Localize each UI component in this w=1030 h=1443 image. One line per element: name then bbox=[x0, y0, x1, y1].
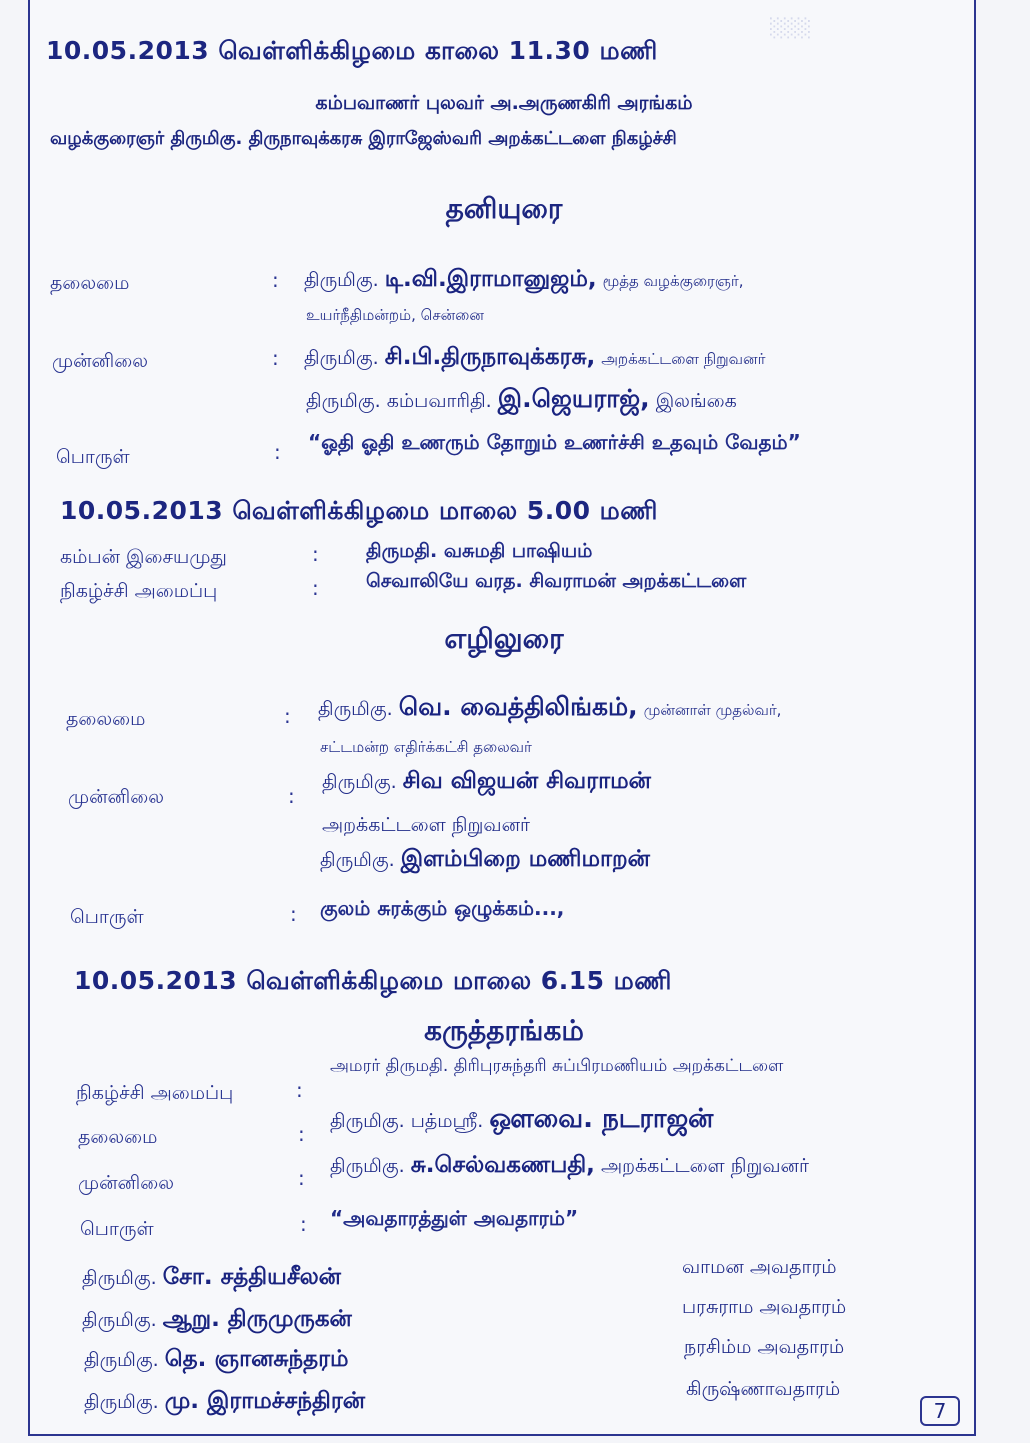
session1-chair bbox=[304, 266, 744, 295]
session3-presence-label: முன்னிலை bbox=[78, 1172, 175, 1194]
session1-presence-label: முன்னிலை bbox=[52, 350, 149, 372]
session2-org-label: நிகழ்ச்சி அமைப்பு bbox=[60, 580, 218, 602]
session3-chair-label: தலைமை bbox=[78, 1126, 158, 1148]
speaker-name: ஆறு. திருமுருகன் bbox=[162, 1306, 352, 1332]
speaker-topic: பரசுராம அவதாரம் bbox=[682, 1296, 847, 1318]
colon: : bbox=[298, 1166, 305, 1190]
presence2-role: இலங்கை bbox=[655, 390, 737, 412]
speaker-name: மு. இராமச்சந்திரன் bbox=[164, 1388, 366, 1414]
session3-org-label: நிகழ்ச்சி அமைப்பு bbox=[76, 1082, 234, 1104]
presence1-role: அறக்கட்டளை நிறுவனர் bbox=[601, 350, 766, 368]
colon: : bbox=[290, 902, 297, 926]
speaker-topic: நரசிம்ம அவதாரம் bbox=[684, 1336, 845, 1358]
presence2-name: இ.ஜெயராஜ், bbox=[497, 384, 650, 413]
session3-presence bbox=[330, 1152, 809, 1181]
chair-name: டி.வி.இராமானுஜம், bbox=[384, 266, 597, 292]
speaker-prefix: திருமிகு. bbox=[84, 1349, 159, 1371]
presence-name: சு.செல்வகணபதி, bbox=[410, 1152, 595, 1178]
speaker-row bbox=[84, 1346, 349, 1375]
speaker-name: சோ. சத்தியசீலன் bbox=[162, 1264, 341, 1290]
session3-topic: “அவதாரத்துள் அவதாரம்” bbox=[330, 1206, 579, 1230]
session2-chair-role2: சட்டமன்ற எதிர்க்கட்சி தலைவர் bbox=[320, 738, 532, 756]
speaker-prefix: திருமிகு. bbox=[82, 1309, 157, 1331]
session3-datetime: 10.05.2013 வெள்ளிக்கிழமை மாலை 6.15 மணி bbox=[74, 966, 672, 995]
speaker-prefix: திருமிகு. bbox=[82, 1267, 157, 1289]
session1-topic-label: பொருள் bbox=[56, 446, 130, 468]
speaker-row bbox=[84, 1388, 365, 1417]
session2-presence-label: முன்னிலை bbox=[68, 786, 165, 808]
colon: : bbox=[272, 268, 279, 292]
session1-topic: “ஓதி ஓதி உணரும் தோறும் உணர்ச்சி உதவும் வேதம்” bbox=[308, 430, 801, 454]
presence2-prefix: திருமிகு. bbox=[320, 849, 395, 871]
page-number: 7 bbox=[920, 1396, 960, 1426]
presence1-name: சி.பி.திருநாவுக்கரசு, bbox=[384, 344, 596, 370]
chair-role: மூத்த வழக்குரைஞர், bbox=[602, 272, 744, 290]
session1-chair-label: தலைமை bbox=[50, 272, 130, 294]
session1-chair-role2: உயர்நீதிமன்றம், சென்னை bbox=[306, 306, 484, 324]
session1-title: தனியுரை bbox=[445, 192, 563, 225]
session2-datetime: 10.05.2013 வெள்ளிக்கிழமை மாலை 5.00 மணி bbox=[60, 496, 658, 525]
session2-title: எழிலுரை bbox=[444, 622, 564, 655]
presence2-name: இளம்பிறை மணிமாறன் bbox=[400, 846, 650, 872]
session2-topic: குலம் சுரக்கும் ஒழுக்கம்..., bbox=[320, 896, 565, 920]
colon: : bbox=[288, 784, 295, 808]
speaker-name: தெ. ஞானசுந்தரம் bbox=[164, 1346, 349, 1372]
presence-role: அறக்கட்டளை நிறுவனர் bbox=[600, 1155, 809, 1177]
colon: : bbox=[312, 542, 319, 566]
session1-presence2 bbox=[306, 384, 737, 417]
colon: : bbox=[296, 1078, 303, 1102]
colon: : bbox=[274, 440, 281, 464]
session2-presence1 bbox=[322, 768, 651, 797]
chair-name: வெ. வைத்திலிங்கம், bbox=[398, 692, 638, 721]
session1-datetime: 10.05.2013 வெள்ளிக்கிழமை காலை 11.30 மணி bbox=[46, 36, 658, 65]
session1-trust: வழக்குரைஞர் திருமிகு. திருநாவுக்கரசு இராஜேஸ்வரி அறக்கட்டளை நிகழ்ச்சி bbox=[50, 128, 677, 149]
session2-org-value: செவாலியே வரத. சிவராமன் அறக்கட்டளை bbox=[366, 570, 747, 592]
session2-music-value: திருமதி. வசுமதி பாஷியம் bbox=[366, 540, 593, 562]
chair-prefix: திருமிகு. bbox=[318, 698, 393, 720]
session2-music-label: கம்பன் இசையமுது bbox=[60, 546, 227, 568]
chair-name: ஔவை. நடராஜன் bbox=[489, 1104, 714, 1134]
speaker-row bbox=[82, 1264, 341, 1293]
colon: : bbox=[272, 346, 279, 370]
chair-role: முன்னாள் முதல்வர், bbox=[643, 701, 782, 719]
colon: : bbox=[284, 704, 291, 728]
session3-chair bbox=[330, 1104, 713, 1137]
session3-topic-label: பொருள் bbox=[80, 1218, 154, 1240]
session2-presence1-role: அறக்கட்டளை நிறுவனர் bbox=[322, 814, 530, 836]
chair-prefix: திருமிகு. bbox=[304, 269, 379, 291]
session2-chair-label: தலைமை bbox=[66, 708, 146, 730]
session1-presence1 bbox=[304, 344, 765, 373]
session1-venue: கம்பவாணர் புலவர் அ.அருணகிரி அரங்கம் bbox=[315, 92, 693, 114]
session3-org-value: அமரர் திருமதி. திரிபுரசுந்தரி சுப்பிரமணியம் அறக்கட்டளை bbox=[330, 1056, 784, 1076]
presence1-name: சிவ விஜயன் சிவராமன் bbox=[402, 768, 651, 794]
speaker-topic: கிருஷ்ணாவதாரம் bbox=[686, 1378, 841, 1400]
presence1-prefix: திருமிகு. bbox=[304, 347, 379, 369]
speaker-prefix: திருமிகு. bbox=[84, 1391, 159, 1413]
colon: : bbox=[312, 576, 319, 600]
program-page bbox=[28, 0, 976, 1436]
presence2-prefix: திருமிகு. கம்பவாரிதி. bbox=[306, 390, 492, 412]
bleed-through-text: ░░░ bbox=[770, 18, 812, 39]
colon: : bbox=[298, 1122, 305, 1146]
presence1-prefix: திருமிகு. bbox=[322, 771, 397, 793]
colon: : bbox=[300, 1212, 307, 1236]
chair-prefix: திருமிகு. பத்மஸ்ரீ. bbox=[330, 1110, 484, 1132]
session3-title: கருத்தரங்கம் bbox=[424, 1014, 584, 1047]
speaker-row bbox=[82, 1306, 352, 1335]
speaker-topic: வாமன அவதாரம் bbox=[682, 1256, 837, 1278]
session2-topic-label: பொருள் bbox=[70, 906, 144, 928]
presence-prefix: திருமிகு. bbox=[330, 1155, 405, 1177]
session2-presence2 bbox=[320, 846, 650, 875]
session2-chair bbox=[318, 692, 781, 725]
